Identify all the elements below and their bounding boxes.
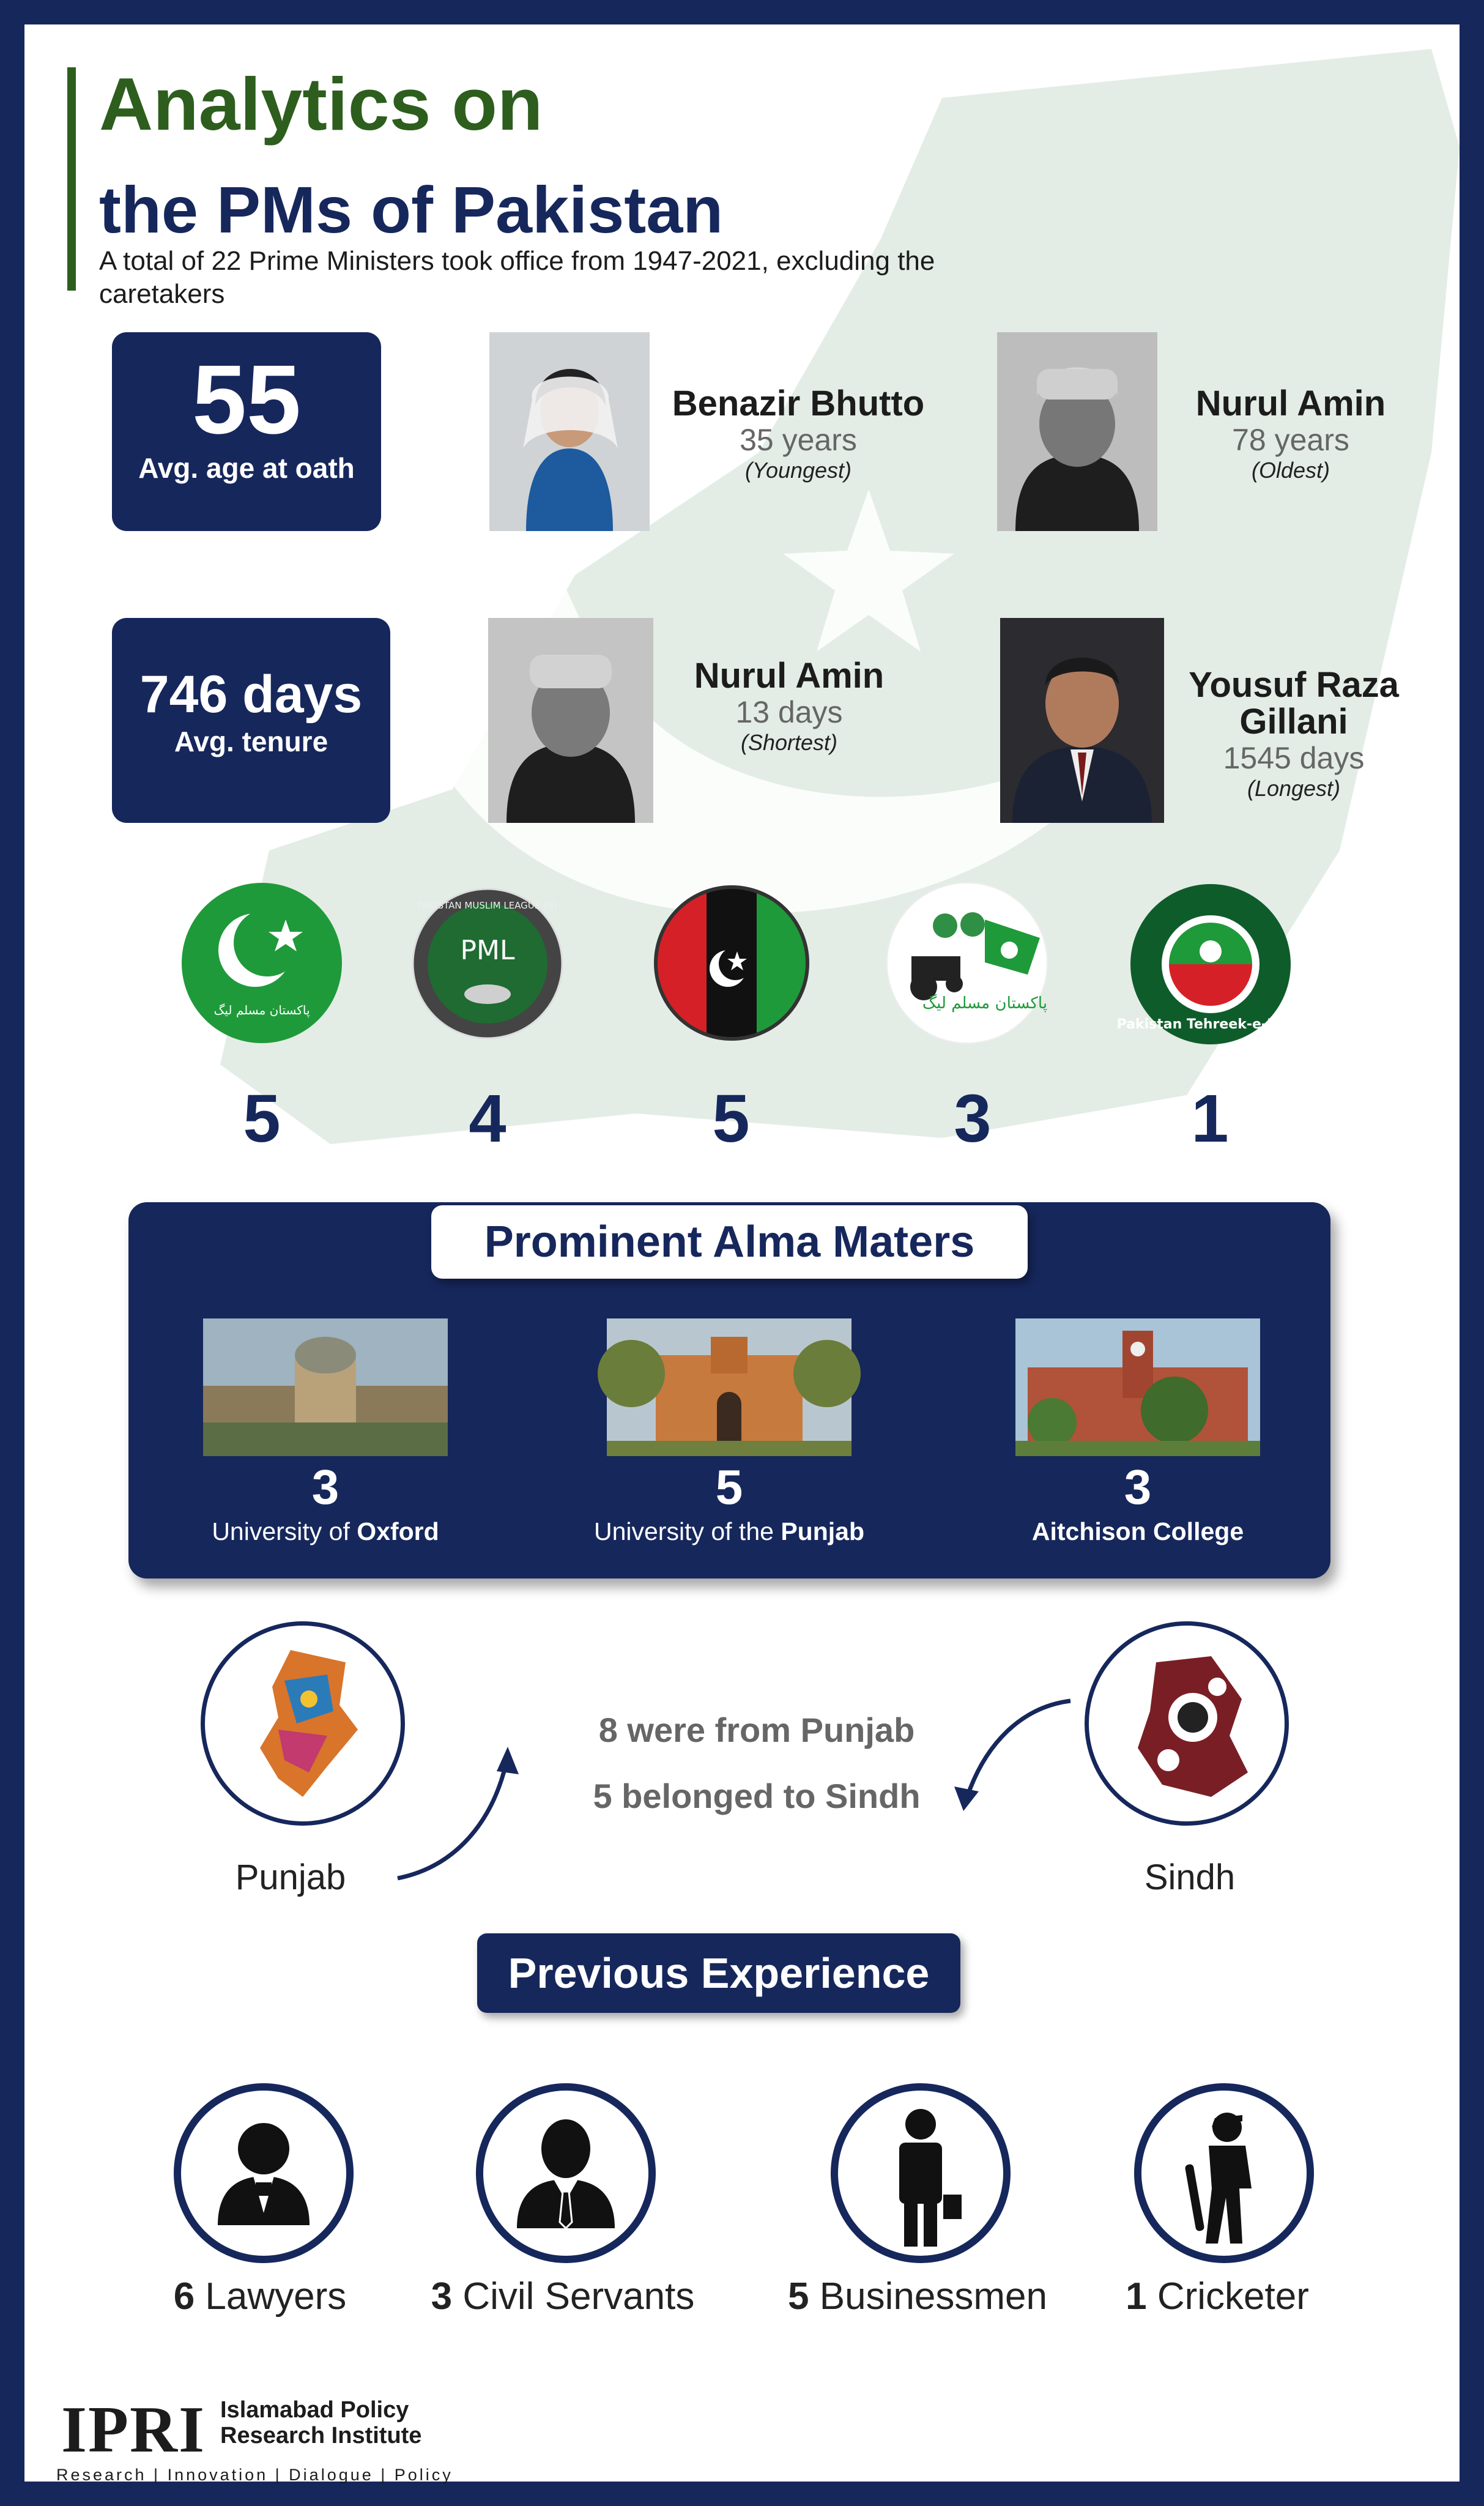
party-count: 1	[1191, 1081, 1229, 1156]
pm-photo-nurul-amin-shortest	[488, 618, 653, 823]
cricketer-icon	[1134, 2083, 1314, 2263]
pm-name: Benazir Bhutto	[672, 384, 925, 423]
ipri-logo: IPRI	[61, 2393, 206, 2466]
alma-label-aitchison	[954, 1517, 1321, 1546]
pm-info-youngest	[667, 385, 930, 483]
title-accent-bar	[67, 67, 76, 291]
pml-q-tractor-logo	[887, 883, 1047, 1043]
alma-maters-title: Prominent Alma Maters	[431, 1205, 1028, 1279]
experience-label-businessmen	[746, 2275, 1089, 2318]
page-title-line1: Analytics on	[99, 62, 543, 146]
alma-label-bold: Oxford	[357, 1517, 439, 1545]
experience-count: 3	[431, 2275, 453, 2318]
sindh-map-icon	[1085, 1621, 1289, 1826]
org-line: Research Institute	[220, 2423, 422, 2448]
experience-count: 1	[1126, 2275, 1147, 2318]
previous-experience-title: Previous Experience	[477, 1933, 960, 2013]
logo-text: PML	[460, 935, 515, 966]
avg-age-value: 55	[192, 344, 301, 454]
pm-note: (Oldest)	[1251, 458, 1330, 483]
party-count: 3	[954, 1081, 992, 1156]
punjab-stat: 8 were from Punjab	[598, 1711, 915, 1749]
logo-text: پاکستان مسلم لیگ	[922, 994, 1048, 1013]
pm-note: (Youngest)	[744, 458, 852, 483]
pm-note: (Longest)	[1247, 776, 1341, 801]
sindh-stat: 5 belonged to Sindh	[593, 1777, 921, 1815]
pm-info-oldest	[1174, 385, 1407, 483]
pm-name: Nurul Amin	[1195, 384, 1386, 423]
arrow-icon	[385, 1744, 532, 1897]
party-count: 5	[712, 1081, 750, 1156]
civil-servant-icon	[476, 2083, 656, 2263]
alma-count: 3	[311, 1460, 339, 1514]
party-count: 5	[243, 1081, 281, 1156]
arrow-icon	[930, 1689, 1083, 1817]
experience-text: Businessmen	[809, 2275, 1047, 2318]
experience-count: 6	[173, 2275, 195, 2318]
alma-label-bold: Aitchison College	[1031, 1517, 1244, 1545]
alma-label-punjab	[546, 1517, 913, 1546]
alma-label-bold: Punjab	[781, 1517, 865, 1545]
org-line: Islamabad Policy	[220, 2397, 409, 2423]
alma-count: 5	[715, 1460, 743, 1514]
avg-age-label: Avg. age at oath	[138, 452, 355, 484]
logo-text: پاکستان مسلم لیگ	[213, 1003, 310, 1017]
alma-count: 3	[1124, 1460, 1152, 1514]
pml-n-logo	[411, 887, 564, 1040]
pm-info-longest	[1174, 667, 1413, 801]
pm-name: Nurul Amin	[694, 656, 885, 696]
experience-label-civil-servants	[391, 2275, 734, 2318]
pm-value: 78 years	[1232, 423, 1349, 457]
pm-value: 35 years	[740, 423, 857, 457]
punjab-map-icon	[201, 1621, 405, 1826]
infographic-page	[24, 24, 1460, 2482]
pm-value: 1545 days	[1223, 741, 1365, 775]
avg-tenure-label: Avg. tenure	[174, 726, 328, 757]
experience-count: 5	[788, 2275, 809, 2318]
alma-label-pre: University of the	[593, 1517, 781, 1545]
avg-tenure-value: 746 days	[139, 665, 363, 724]
pm-name: Yousuf Raza Gillani	[1189, 665, 1399, 742]
experience-text: Civil Servants	[452, 2275, 695, 2318]
page-subtitle: A total of 22 Prime Ministers took office from 1947-2021, excluding the caretakers	[99, 246, 935, 309]
pti-logo	[1116, 884, 1305, 1044]
oxford-photo	[203, 1318, 448, 1456]
avg-age-box	[112, 332, 381, 531]
avg-tenure-box	[112, 618, 390, 823]
ipri-org-name	[220, 2397, 421, 2448]
page-title-line2: the PMs of Pakistan	[99, 173, 724, 247]
pm-photo-benazir	[489, 332, 650, 531]
alma-label-pre: University of	[212, 1517, 357, 1545]
logo-ring-text: PAKISTAN MUSLIM LEAGUE (N)	[418, 900, 557, 911]
pm-value: 13 days	[735, 695, 843, 729]
ppp-logo	[651, 883, 812, 1043]
party-count: 4	[469, 1081, 506, 1156]
aitchison-college-photo	[1015, 1318, 1260, 1456]
experience-label-lawyers	[89, 2275, 431, 2318]
sindh-label: Sindh	[1144, 1857, 1236, 1897]
punjab-label: Punjab	[235, 1857, 346, 1897]
pm-photo-nurul-amin-oldest	[997, 332, 1157, 531]
experience-label-cricketer	[1046, 2275, 1389, 2318]
logo-text: Pakistan Tehreek-e-Insaf	[1116, 1017, 1305, 1032]
experience-text: Cricketer	[1146, 2275, 1309, 2318]
experience-text: Lawyers	[195, 2275, 347, 2318]
pm-note: (Shortest)	[740, 730, 838, 755]
alma-label-oxford	[142, 1517, 509, 1546]
lawyer-icon	[174, 2083, 354, 2263]
muslim-league-crescent-logo	[182, 883, 342, 1043]
pm-photo-gillani	[1000, 618, 1164, 823]
punjab-university-photo	[607, 1318, 851, 1456]
businessman-icon	[831, 2083, 1011, 2263]
pm-info-shortest	[667, 658, 911, 756]
ipri-tagline: Research | Innovation | Dialogue | Policy	[56, 2466, 453, 2484]
